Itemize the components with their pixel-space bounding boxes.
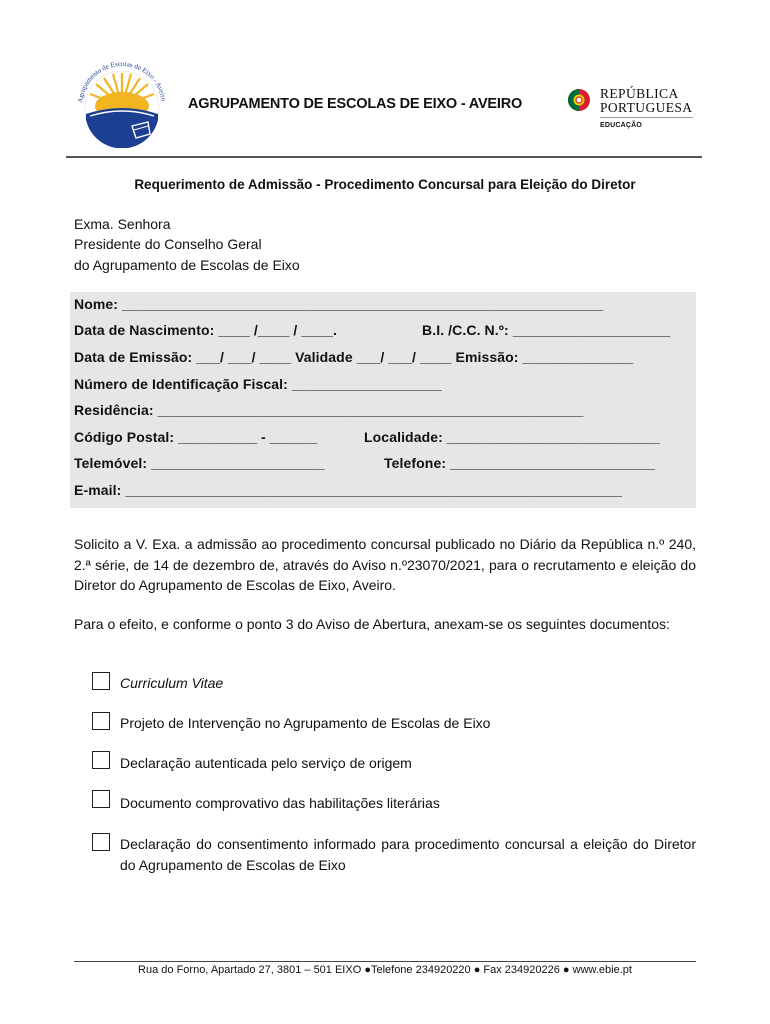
school-logo [74,62,170,148]
organization-title: AGRUPAMENTO DE ESCOLAS DE EIXO - AVEIRO [188,96,523,112]
data-emissao-field[interactable]: Data de Emissão: ___/ ___/ ____ Validade ___/ ___/ ____ Emissão: ______________ [74,349,633,365]
telefone-field[interactable]: Telefone: __________________________ [384,455,656,471]
footer-divider [74,961,696,962]
nome-field[interactable]: Nome: _____________________________________________________________ [74,296,604,312]
residencia-field[interactable]: Residência: ______________________________________________________ [74,402,584,418]
habilitacoes-literarias-label: Documento comprovativo das habilitações literárias [120,795,440,811]
projeto-intervencao-checkbox[interactable] [92,712,110,730]
declaracao-autenticada-label: Declaração autenticada pelo serviço de origem [120,755,412,771]
addressee-line-1: Exma. Senhora [74,216,171,232]
telemovel-field[interactable]: Telemóvel: ______________________ [74,455,325,471]
educacao-text: EDUCAÇÃO [600,122,643,129]
consentimento-informado-label: Declaração do consentimento informado para procedimento concursal a eleição do Diretor do Agrupamento de Escolas de Eixo [120,836,696,873]
portuguesa-text: PORTUGUESA [600,100,693,115]
bi-cc-field[interactable]: B.I. /C.C. N.º: ____________________ [422,322,671,338]
addressee-line-2: Presidente do Conselho Geral [74,236,262,252]
projeto-intervencao-label: Projeto de Intervenção no Agrupamento de Escolas de Eixo [120,715,491,731]
declaracao-autenticada-checkbox[interactable] [92,751,110,769]
email-field[interactable]: E-mail: _______________________________________________________________ [74,482,623,498]
form-title: Requerimento de Admissão - Procedimento Concursal para Eleição do Diretor [134,177,636,192]
localidade-field[interactable]: Localidade: ___________________________ [364,429,660,445]
identification-fields [70,292,696,508]
header-divider [66,156,702,158]
addressee-line-3: do Agrupamento de Escolas de Eixo [74,257,300,273]
republica-text: REPÚBLICA [600,86,679,101]
footer-contact: Rua do Forno, Apartado 27, 3801 – 501 EIXO ●Telefone 234920220 ● Fax 234920226 ● www.ebie.pt [138,964,632,976]
codigo-postal-field[interactable]: Código Postal: __________ - ______ [74,429,318,445]
consentimento-informado-checkbox[interactable] [92,833,110,851]
documents-intro-paragraph: Para o efeito, e conforme o ponto 3 do Aviso de Abertura, anexam-se os seguintes documentos: [74,616,670,632]
request-paragraph: Solicito a V. Exa. a admissão ao procedimento concursal publicado no Diário da República n.º 240, 2.ª série, de 14 de dezembro de, através do Aviso n.º23070/2021, para o recrutamento e eleição do Diretor do Agrupamento de Escolas de Eixo, Aveiro. [74,536,696,593]
nif-field[interactable]: Número de Identificação Fiscal: ___________________ [74,376,442,392]
curriculum-vitae-checkbox[interactable] [92,672,110,690]
republica-divider [600,117,693,118]
habilitacoes-literarias-checkbox[interactable] [92,790,110,808]
curriculum-vitae-label: Curriculum Vitae [120,675,224,691]
logo-ring-text: Agrupamento de Escolas de Eixo - Aveiro [76,62,168,104]
data-nascimento-field[interactable]: Data de Nascimento: ____ /____ / ____. [74,322,337,338]
